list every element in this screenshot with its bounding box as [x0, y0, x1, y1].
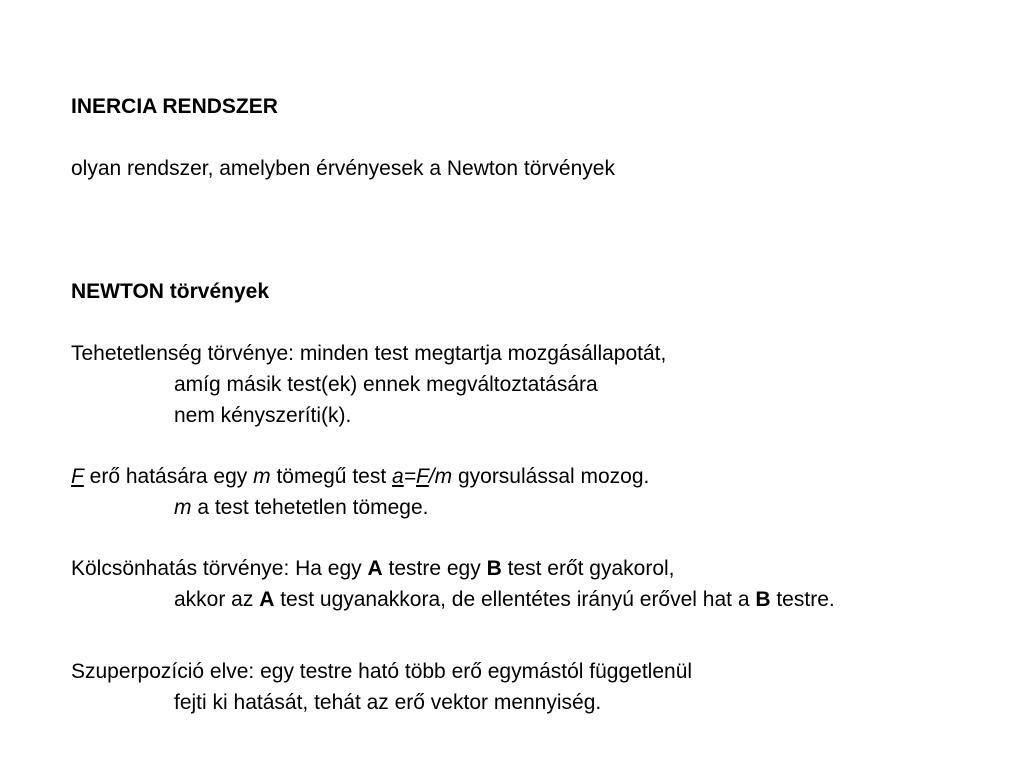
law2-equals: = — [403, 465, 416, 488]
law3-text1: Kölcsönhatás törvénye: Ha egy — [71, 557, 368, 580]
newton-heading: NEWTON törvények — [71, 280, 269, 303]
law2-mass-symbol: m — [253, 465, 271, 488]
law2-force-symbol: F — [71, 465, 84, 488]
law1-line3: nem kényszeríti(k). — [174, 404, 352, 427]
law2-force-symbol-2: F — [415, 465, 429, 488]
law2-accel-symbol: a — [392, 465, 404, 488]
law3-text5: test ugyanakkora, de ellentétes irányú erővel hat a — [274, 588, 756, 611]
law3-body-b-2: B — [755, 588, 771, 611]
law2-line2 — [174, 495, 429, 521]
law3-body-a-2: A — [259, 588, 275, 611]
inertia-definition: olyan rendszer, amelyben érvényesek a Newton törvények — [71, 157, 615, 180]
law3-body-a: A — [367, 557, 383, 580]
law3-text2: testre egy — [382, 557, 487, 580]
law3-text6: testre. — [770, 588, 835, 611]
law2-line1 — [71, 464, 649, 490]
law2-text2: tömegű test — [270, 465, 393, 488]
inertia-heading: INERCIA RENDSZER — [71, 95, 278, 118]
law3-text3: test erőt gyakorol, — [501, 557, 675, 580]
law4-line2: fejti ki hatását, tehát az erő vektor mennyiség. — [174, 691, 602, 714]
law2-text4: a test tehetetlen tömege. — [191, 496, 429, 519]
law2-text3: gyorsulással mozog. — [452, 465, 650, 488]
law2-div-mass: /m — [428, 465, 453, 488]
law3-line2 — [174, 587, 835, 613]
law3-body-b: B — [486, 557, 502, 580]
law2-text1: erő hatására egy — [83, 465, 254, 488]
law3-text4: akkor az — [174, 588, 260, 611]
law1-line2: amíg másik test(ek) ennek megváltoztatására — [174, 373, 598, 396]
law2-mass-symbol-2: m — [174, 496, 192, 519]
law3-line1 — [71, 556, 675, 582]
law1-line1: Tehetetlenség törvénye: minden test megtartja mozgásállapotát, — [71, 342, 667, 365]
law4-line1: Szuperpozíció elve: egy testre ható több erő egymástól függetlenül — [71, 660, 693, 683]
